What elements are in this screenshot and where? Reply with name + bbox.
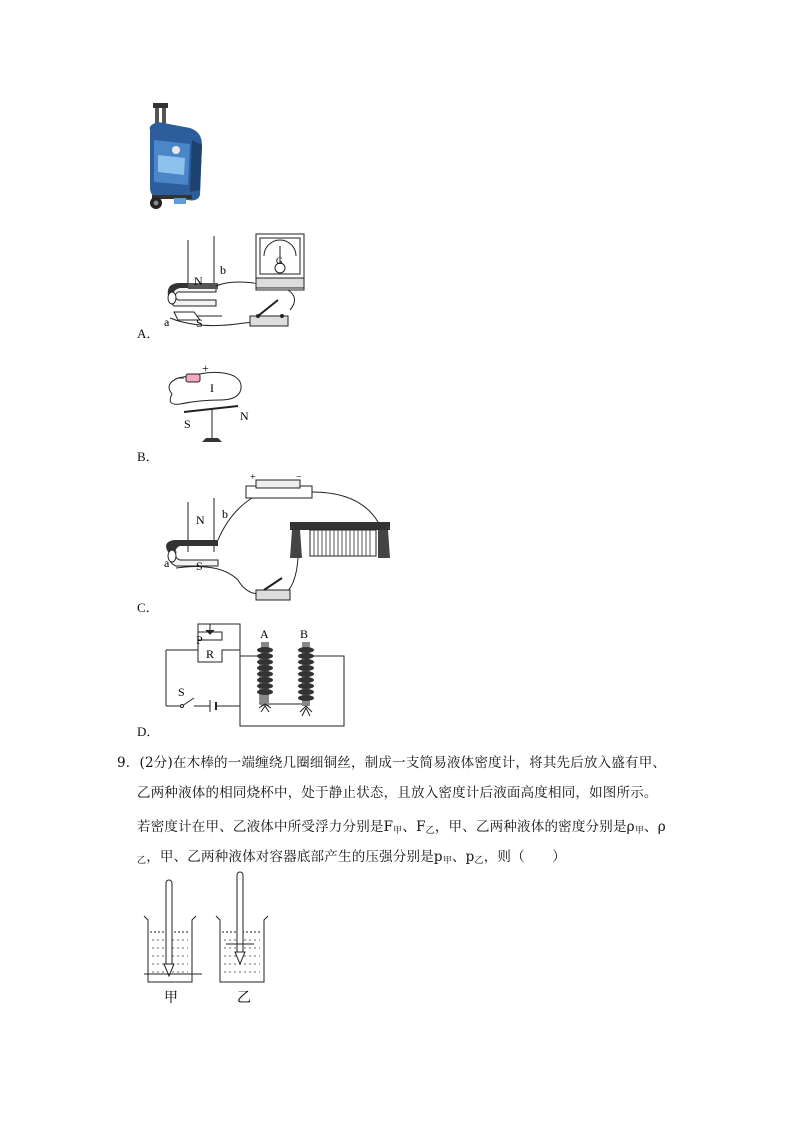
fig-b-minus: − [178, 371, 185, 385]
option-d-label: D． [137, 724, 160, 739]
question-9-line-4: $_乙$，甲、乙两种液体对容器底部产生的压强分别是$p_甲$、$p_乙$，则（ ） [137, 849, 566, 866]
question-9-line-2: 乙两种液体的相同烧杯中，处于静止状态，且放入密度计后液面高度相同，如图所示。 [137, 785, 658, 801]
fig-b-plus: + [202, 361, 209, 375]
question-number: 9． [117, 755, 140, 771]
fig-c-minus: − [296, 472, 302, 483]
fig-d-label-a: A [260, 627, 269, 641]
fig-a-wire-a: a [164, 315, 170, 329]
option-c-label: C． [137, 600, 159, 615]
fig-d-label-b: B [300, 627, 309, 641]
figure-c-circuit [160, 472, 396, 604]
fig-a-pole-s: S [196, 316, 203, 330]
beaker-yi-label: 乙 [237, 991, 251, 1006]
figure-hydrometer-beakers [140, 870, 280, 1010]
figure-d-electromagnets [160, 620, 350, 730]
fig-c-wire-b: b [222, 507, 228, 521]
question-9-line-3: 若密度计在甲、乙液体中所受浮力分别是$F_甲$、$F_乙$，甲、乙两种液体的密度分别是$\rho_甲$、ρ [137, 819, 666, 836]
question-9-line-1: 9．(2分)在木棒的一端缠绕几圈细铜丝，制成一支简易液体密度计，将其先后放入盛有甲、 [117, 755, 667, 771]
option-a-label: A． [137, 326, 160, 341]
fig-a-meter-g: G [276, 256, 283, 266]
fig-c-pole-s: S [196, 559, 203, 573]
fig-d-label-s: S [178, 685, 185, 699]
fig-c-plus: + [250, 472, 256, 483]
fig-a-pole-n: N [194, 274, 203, 288]
fig-d-label-r: R [206, 647, 215, 661]
fig-c-pole-n: N [196, 513, 205, 527]
rolling-backpack-image [140, 100, 215, 215]
figure-b-oersted [160, 360, 260, 448]
figure-a-induction-galvanometer [160, 228, 310, 336]
beaker-jia-label: 甲 [164, 991, 178, 1006]
fig-b-current-i: I [210, 381, 214, 395]
fig-c-wire-a: a [164, 556, 170, 570]
fig-d-label-p: P [196, 633, 203, 647]
fig-b-pole-s: S [184, 417, 191, 431]
option-b-label: B． [137, 449, 159, 464]
fig-b-pole-n: N [240, 409, 249, 423]
fig-a-wire-b: b [220, 263, 226, 277]
